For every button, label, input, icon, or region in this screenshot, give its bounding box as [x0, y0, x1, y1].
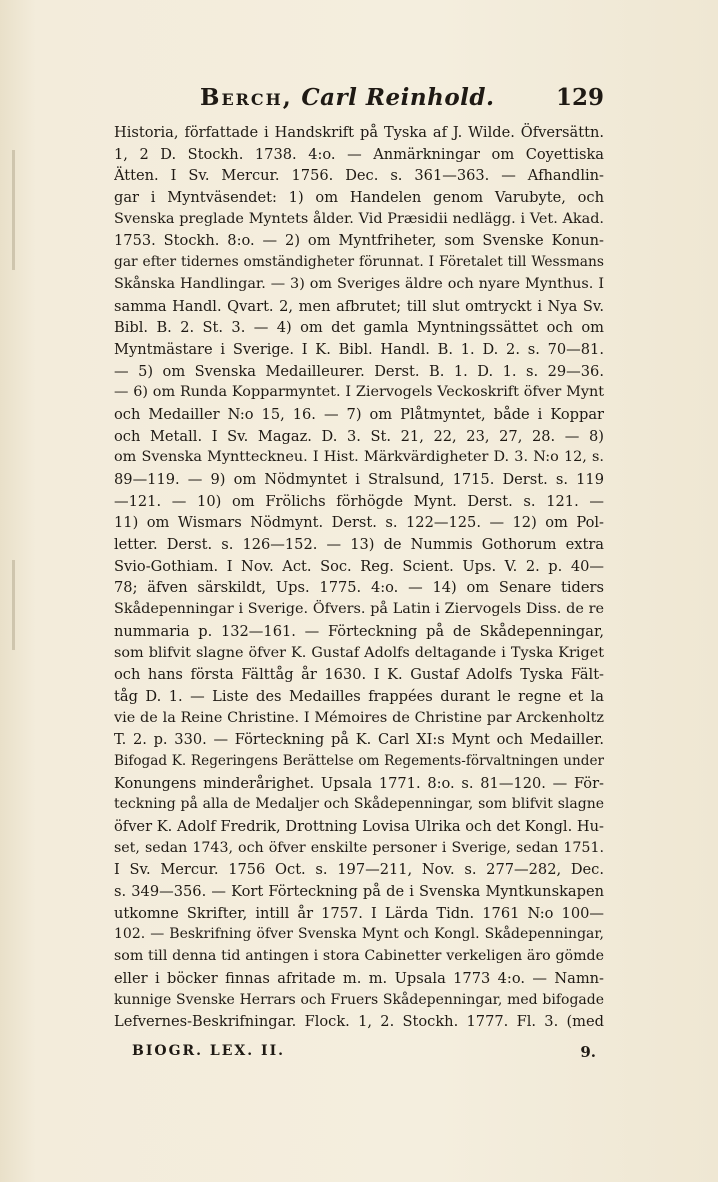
margin-shadow — [12, 150, 15, 270]
text-line: Bifogad K. Regeringens Berättelse om Regements-förvaltningen under — [114, 752, 604, 769]
text-line: set, sedan 1743, och öfver enskilte personer i Sverige, sedan 1751. — [114, 839, 604, 856]
running-head-name: Carl Reinhold. — [301, 84, 495, 111]
text-line: 11) om Wismars Nödmynt. Derst. s. 122—125. — 12) om Pol- — [114, 514, 604, 532]
text-line: och hans första Fälttåg år 1630. I K. Gustaf Adolfs Tyska Fält- — [114, 666, 604, 684]
text-line: 89—119. — 9) om Nödmyntet i Stralsund, 1715. Derst. s. 119 — [114, 471, 604, 488]
text-line: Konungens minderårighet. Upsala 1771. 8:o. s. 81—120. — För- — [114, 774, 604, 792]
text-line: gar efter tidernes omständigheter förunnat. I Företalet till Wessmans — [114, 254, 604, 271]
page-number: 129 — [555, 84, 604, 111]
text-line: 102. — Beskrifning öfver Svenska Mynt och Kongl. Skådepenningar, — [114, 926, 604, 943]
text-line: Lefvernes-Beskrifningar. Flock. 1, 2. Stockh. 1777. Fl. 3. (med — [114, 1013, 604, 1031]
text-line: s. 349—356. — Kort Förteckning på de i Svenska Myntkunskapen — [114, 883, 604, 901]
text-line: Myntmästare i Sverige. I K. Bibl. Handl. B. 1. D. 2. s. 70—81. — [114, 340, 604, 358]
text-line: 1753. Stockh. 8:o. — 2) om Myntfriheter, som Svenske Konun- — [114, 232, 604, 250]
text-line: samma Handl. Qvart. 2, men afbrutet; till slut omtryckt i Nya Sv. — [114, 297, 604, 315]
running-head-surname: Berch, — [200, 84, 293, 111]
signature-mark: 9. — [580, 1043, 596, 1061]
text-line: 1, 2 D. Stockh. 1738. 4:o. — Anmärkningar om Coyettiska — [114, 145, 604, 163]
text-line: teckning på alla de Medaljer och Skådepenningar, som blifvit slagne — [114, 796, 604, 813]
text-line: 78; äfven särskildt, Ups. 1775. 4:o. — 14) om Senare tiders — [114, 579, 604, 597]
text-line: I Sv. Mercur. 1756 Oct. s. 197—211, Nov. s. 277—282, Dec. — [114, 861, 604, 879]
text-line: letter. Derst. s. 126—152. — 13) de Nummis Gothorum extra — [114, 536, 604, 554]
text-line: och Metall. I Sv. Magaz. D. 3. St. 21, 22, 23, 27, 28. — 8) — [114, 427, 604, 445]
text-line: om Svenska Myntteckneu. I Hist. Märkvärdigheter D. 3. N:o 12, s. — [114, 449, 604, 466]
text-line: Svio-Gothiam. I Nov. Act. Soc. Reg. Scient. Ups. V. 2. p. 40— — [114, 557, 604, 575]
text-line: Ätten. I Sv. Mercur. 1756. Dec. s. 361—363. — Afhandlin- — [114, 167, 604, 185]
text-line: Bibl. B. 2. St. 3. — 4) om det gamla Myntningssättet och om — [114, 319, 604, 337]
printer-signature: BIOGR. LEX. II. — [132, 1043, 286, 1059]
running-head — [200, 84, 494, 111]
text-line: Svenska preglade Myntets ålder. Vid Præsidii nedlägg. i Vet. Akad. — [114, 210, 604, 227]
text-line: Historia, författade i Handskrift på Tyska af J. Wilde. Öfversättn. — [114, 124, 604, 141]
margin-shadow — [12, 560, 15, 650]
text-line: eller i böcker finnas afritade m. m. Upsala 1773 4:o. — Namn- — [114, 969, 604, 987]
page-footer — [114, 1043, 604, 1069]
body-text — [114, 122, 604, 1033]
page-header — [114, 78, 604, 118]
text-line: nummaria p. 132—161. — Förteckning på de Skådepenningar, — [114, 622, 604, 640]
text-line: Skånska Handlingar. — 3) om Sveriges äldre och nyare Mynthus. I — [114, 275, 604, 292]
text-line: kunnige Svenske Herrars och Fruers Skådepenningar, med bifogade — [114, 991, 604, 1008]
text-line: tåg D. 1. — Liste des Medailles frappées durant le regne et la — [114, 687, 604, 705]
text-line: gar i Myntväsendet: 1) om Handelen genom Varubyte, och — [114, 189, 604, 207]
text-line: — 5) om Svenska Medailleurer. Derst. B. 1. D. 1. s. 29—36. — [114, 362, 604, 380]
text-line: öfver K. Adolf Fredrik, Drottning Lovisa Ulrika och det Kongl. Hu- — [114, 818, 604, 835]
text-line: —121. — 10) om Frölichs förhögde Mynt. Derst. s. 121. — — [114, 492, 604, 510]
text-line: Skådepenningar i Sverige. Öfvers. på Latin i Ziervogels Diss. de re — [114, 601, 604, 618]
text-line: som blifvit slagne öfver K. Gustaf Adolfs deltagande i Tyska Kriget — [114, 644, 604, 661]
text-line: T. 2. p. 330. — Förteckning på K. Carl XI:s Mynt och Medailler. — [114, 731, 604, 749]
text-line: vie de la Reine Christine. I Mémoires de Christine par Arckenholtz — [114, 709, 604, 726]
text-line: och Medailler N:o 15, 16. — 7) om Plåtmyntet, både i Koppar — [114, 405, 604, 423]
text-line: — 6) om Runda Kopparmyntet. I Ziervogels Veckoskrift öfver Mynt — [114, 384, 604, 401]
text-line: som till denna tid antingen i stora Cabinetter verkeligen äro gömde — [114, 948, 604, 965]
text-line: utkomne Skrifter, intill år 1757. I Lärda Tidn. 1761 N:o 100— — [114, 904, 604, 922]
